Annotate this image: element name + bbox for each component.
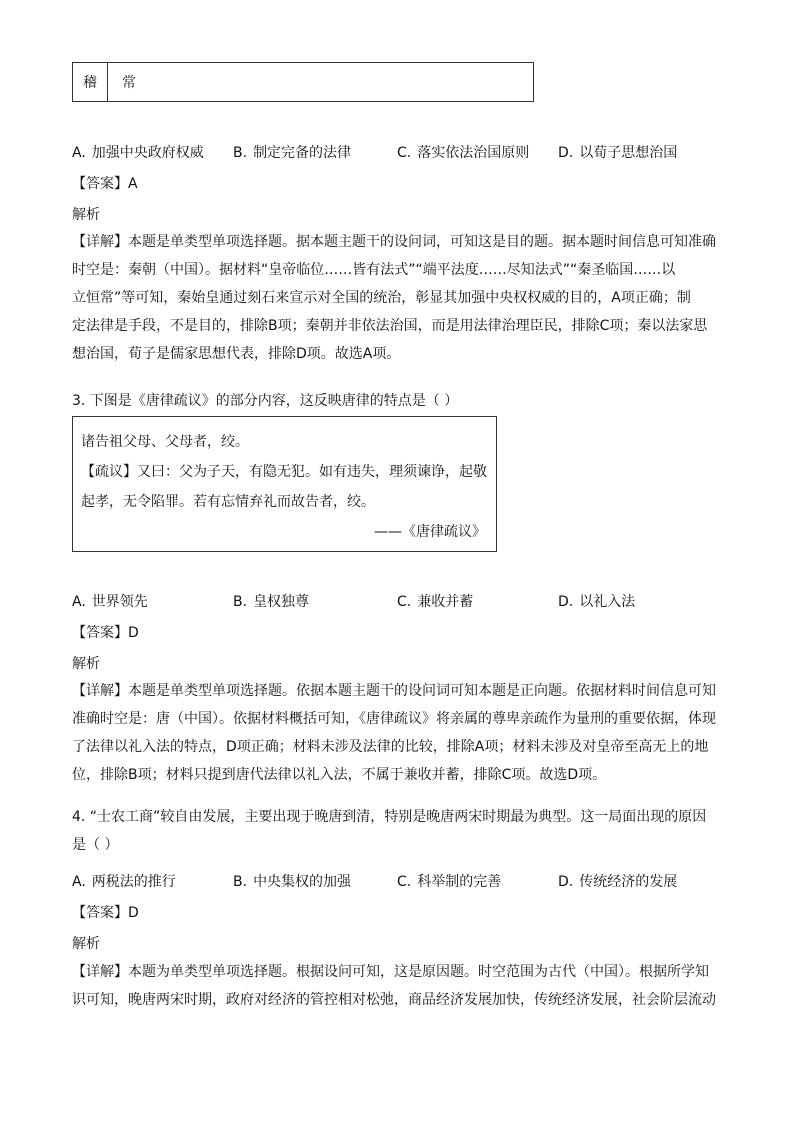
detail-line: 立恒常”等可知，秦始皇通过刻石来宣示对全国的统治，彰显其加强中央权权威的目的，A项正确；制 <box>72 290 691 306</box>
option-d: D. 传统经济的发展 <box>558 874 678 890</box>
option-a: A. 两税法的推行 <box>72 874 176 890</box>
option-b: B. 皇权独尊 <box>233 594 310 610</box>
detail-line: 识可知，晚唐两宋时期，政府对经济的管控相对松弛，商品经济发展加快，传统经济发展，社会阶层流动 <box>72 992 716 1008</box>
q4-answer: 【答案】D <box>72 905 139 921</box>
q3-quote-box <box>72 416 497 552</box>
option-d: D. 以礼入法 <box>558 594 636 610</box>
detail-line: 位，排除B项；材料只提到唐代法律以礼入法，不属于兼收并蓄，排除C项。故选D项。 <box>72 767 607 783</box>
q3-analysis-label: 解析 <box>72 656 100 672</box>
quote-line: 【疏议】又曰：父为子天，有隐无犯。如有违失，理须谏诤，起敬 <box>81 464 487 480</box>
option-a: A. 加强中央政府权威 <box>72 145 204 161</box>
option-b: B. 制定完备的法律 <box>233 145 352 161</box>
stem-line: 是（ ） <box>72 837 119 853</box>
q2-analysis-label: 解析 <box>72 207 100 223</box>
detail-line: 定法律是手段，不是目的，排除B项；秦朝并非依法治国，而是用法律治理臣民，排除C项；秦以法家思 <box>72 318 708 334</box>
detail-line: 【详解】本题为单类型单项选择题。根据设问可知，这是原因题。时空范围为古代（中国）。根据所学知 <box>72 964 709 980</box>
stem-line: 4. “士农工商”较自由发展，主要出现于晚唐到清，特别是晚唐两宋时期最为典型。这一局面出现的原因 <box>72 809 707 825</box>
quote-line: 诸告祖父母、父母者，绞。 <box>81 434 249 450</box>
quote-line: 起孝，无令陷罪。若有忘情弃礼而故告者，绞。 <box>81 494 375 510</box>
q3-detail <box>72 677 722 789</box>
q4-analysis-label: 解析 <box>72 936 100 952</box>
option-c: C. 落实依法治国原则 <box>397 145 530 161</box>
q4-detail <box>72 958 722 1014</box>
option-c: C. 科举制的完善 <box>397 874 502 890</box>
detail-line: 【详解】本题是单类型单项选择题。依据本题主题干的设问词可知本题是正向题。依据材料时间信息可知 <box>72 683 716 699</box>
option-d: D. 以荀子思想治国 <box>558 145 678 161</box>
material-table <box>72 62 534 102</box>
q3-options <box>72 591 732 613</box>
detail-line: 了法律以礼入法的特点，D项正确；材料未涉及法律的比较，排除A项；材料未涉及对皇帝至高无上的地 <box>72 739 709 755</box>
q4-options <box>72 871 732 893</box>
detail-line: 想治国，荀子是儒家思想代表，排除D项。故选A项。 <box>72 346 401 362</box>
table-cell: 常 <box>122 75 136 91</box>
detail-line: 时空是：秦朝（中国）。据材料“皇帝临位……皆有法式”“端平法度……尽知法式”“秦圣临国……以 <box>72 262 676 278</box>
q3-answer: 【答案】D <box>72 625 139 641</box>
q2-detail <box>72 228 722 368</box>
table-cell: 稽 <box>73 63 108 101</box>
option-b: B. 中央集权的加强 <box>233 874 352 890</box>
detail-line: 准确时空是：唐（中国）。依据材料概括可知，《唐律疏议》将亲属的尊卑亲疏作为量刑的重要依据，体现 <box>72 711 716 727</box>
option-a: A. 世界领先 <box>72 594 148 610</box>
q3-stem: 3. 下图是《唐律疏议》的部分内容，这反映唐律的特点是（ ） <box>72 393 459 409</box>
detail-line: 【详解】本题是单类型单项选择题。据本题主题干的设问词，可知这是目的题。据本题时间信息可知准确 <box>72 234 716 250</box>
q2-answer: 【答案】A <box>72 176 138 192</box>
q4-stem <box>72 803 722 859</box>
q2-options <box>72 142 732 164</box>
option-c: C. 兼收并蓄 <box>397 594 474 610</box>
quote-source: ——《唐律疏议》 <box>374 524 486 540</box>
